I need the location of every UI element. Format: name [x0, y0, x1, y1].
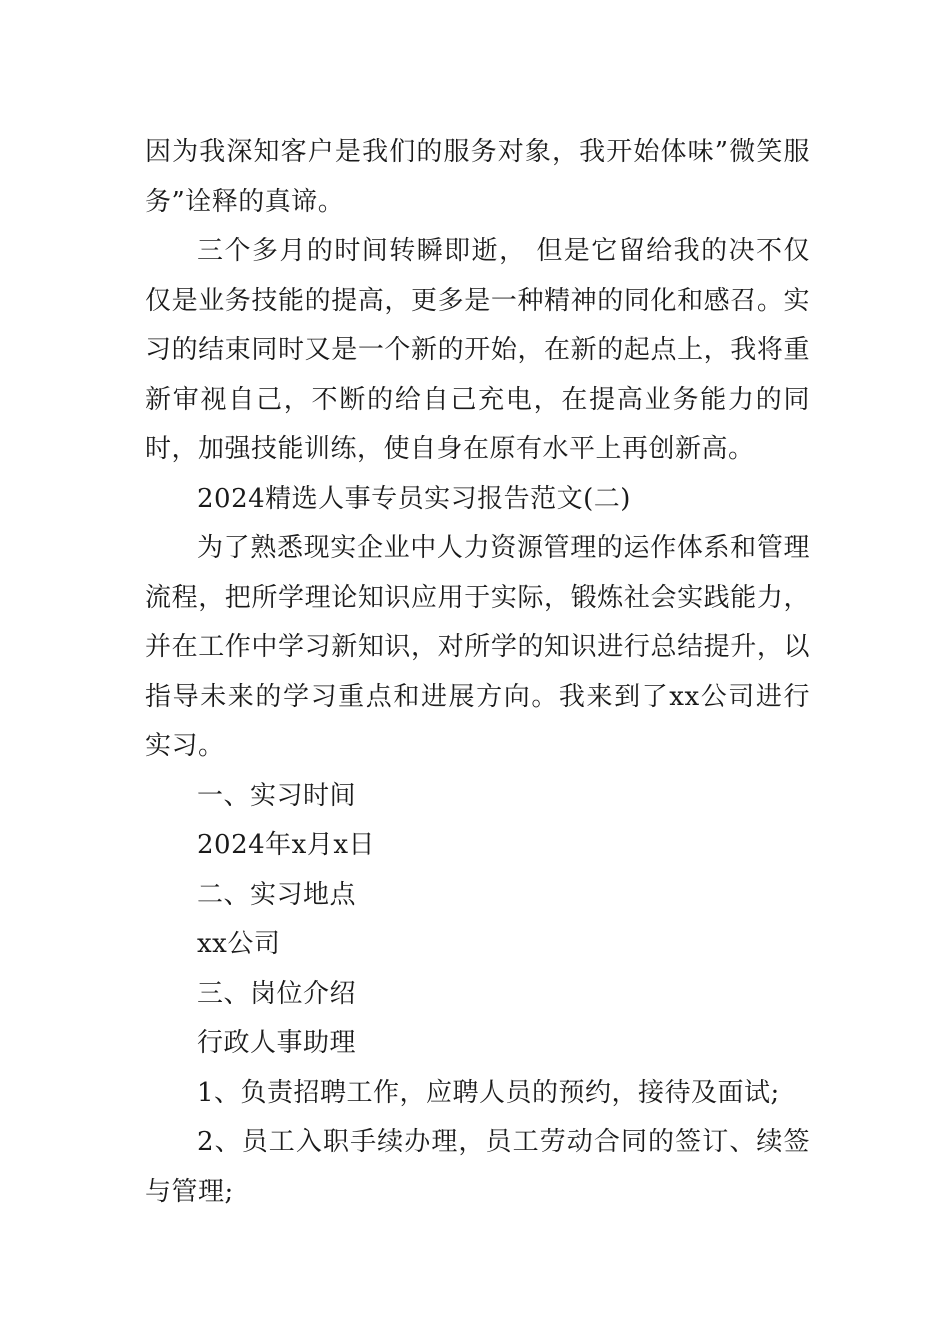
paragraph-continuation: 因为我深知客户是我们的服务对象，我开始体味”微笑服务”诠释的真谛。	[145, 137, 810, 217]
paragraph-intro: 为了熟悉现实企业中人力资源管理的运作体系和管理流程，把所学理论知识应用于实际，锻炼社会实践能力，并在工作中学习新知识，对所学的知识进行总结提升，以指导未来的学习重点和进展方向。我来到了xx公司进行实习。	[145, 533, 810, 761]
internship-date: 2024年x月x日	[197, 830, 375, 860]
duty-item-2: 2、员工入职手续办理，员工劳动合同的签订、续签与管理;	[145, 1127, 810, 1207]
heading-position-intro: 三、岗位介绍	[197, 978, 357, 1009]
document-body	[145, 128, 810, 1217]
internship-company: xx公司	[197, 929, 281, 959]
duty-item-1: 1、负责招聘工作，应聘人员的预约，接待及面试;	[197, 1077, 780, 1108]
heading-internship-location: 二、实习地点	[197, 879, 357, 910]
section-title: 2024精选人事专员实习报告范文(二)	[197, 483, 631, 514]
paragraph-reflection: 三个多月的时间转瞬即逝， 但是它留给我的决不仅仅是业务技能的提高，更多是一种精神的同化和感召。实习的结束同时又是一个新的开始，在新的起点上，我将重新审视自己，不断的给自己充电，在提高业务能力的同时，加强技能训练，使自身在原有水平上再创新高。	[145, 236, 810, 464]
position-title: 行政人事助理	[197, 1028, 357, 1058]
heading-internship-time: 一、实习时间	[197, 780, 357, 811]
